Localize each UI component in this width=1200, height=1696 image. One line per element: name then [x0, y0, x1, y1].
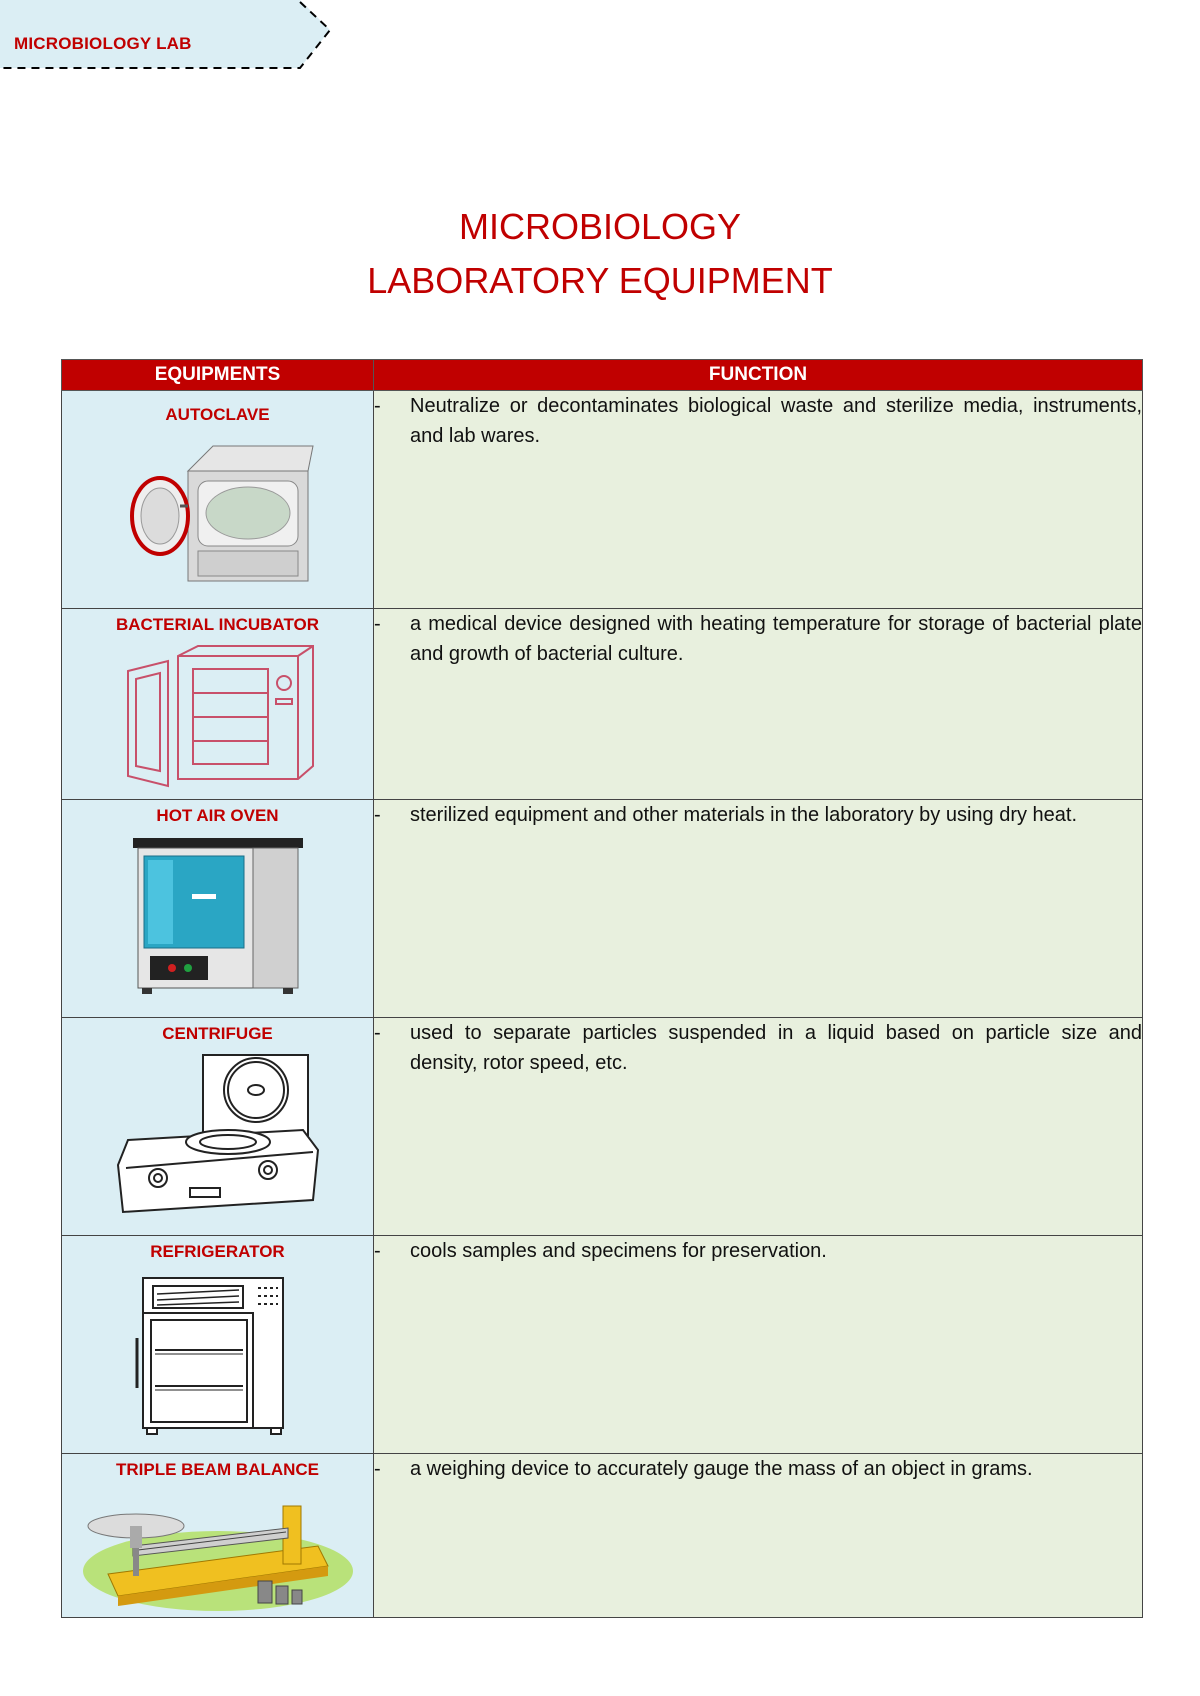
equipment-cell — [62, 800, 374, 1018]
refrigerator-icon — [133, 1268, 303, 1438]
function-text: cools samples and specimens for preservation. — [410, 1240, 827, 1262]
bullet-dash: - — [374, 804, 381, 826]
equipment-cell — [62, 391, 374, 609]
function-text: Neutralize or decontaminates biological waste and sterilize media, instruments, and lab wares. — [410, 395, 1142, 447]
header-tag — [0, 0, 340, 74]
autoclave-icon — [118, 431, 318, 591]
page-title — [0, 200, 1200, 308]
function-cell — [374, 609, 1143, 800]
balance-icon — [78, 1486, 358, 1616]
table-row — [62, 1454, 1143, 1618]
equipment-name: HOT AIR OVEN — [156, 806, 279, 825]
centrifuge-icon — [108, 1050, 328, 1220]
function-text: a weighing device to accurately gauge the mass of an object in grams. — [410, 1458, 1033, 1480]
function-text: a medical device designed with heating temperature for storage of bacterial plate and growth of bacterial culture. — [410, 613, 1142, 665]
equipment-name: BACTERIAL INCUBATOR — [115, 615, 320, 634]
table-row — [62, 800, 1143, 1018]
function-cell — [374, 800, 1143, 1018]
incubator-icon — [108, 641, 328, 791]
column-header-function: FUNCTION — [374, 360, 1143, 391]
equipment-table — [61, 359, 1143, 1618]
equipment-cell — [62, 1454, 374, 1618]
function-cell — [374, 1018, 1143, 1236]
equipment-cell — [62, 609, 374, 800]
oven-icon — [128, 832, 308, 997]
equipment-name: REFRIGERATOR — [150, 1242, 285, 1261]
bullet-dash: - — [374, 613, 381, 635]
equipment-name: CENTRIFUGE — [162, 1024, 273, 1043]
table-row — [62, 609, 1143, 800]
equipment-cell — [62, 1236, 374, 1454]
header-tag-label: MICROBIOLOGY LAB — [14, 34, 192, 53]
column-header-equipments: EQUIPMENTS — [62, 360, 374, 391]
title-line-2: LABORATORY EQUIPMENT — [367, 260, 833, 301]
function-text: sterilized equipment and other materials in the laboratory by using dry heat. — [410, 804, 1078, 826]
table-header-row — [62, 360, 1143, 391]
bullet-dash: - — [374, 1022, 381, 1044]
equipment-cell — [62, 1018, 374, 1236]
table-row — [62, 391, 1143, 609]
function-cell — [374, 391, 1143, 609]
title-line-1: MICROBIOLOGY — [458, 206, 742, 247]
bullet-dash: - — [374, 1458, 381, 1480]
bullet-dash: - — [374, 395, 381, 417]
function-cell — [374, 1236, 1143, 1454]
function-cell — [374, 1454, 1143, 1618]
equipment-name: TRIPLE BEAM BALANCE — [115, 1460, 320, 1479]
function-text: used to separate particles suspended in a liquid based on particle size and density, rotor speed, etc. — [410, 1022, 1142, 1074]
table-row — [62, 1018, 1143, 1236]
table-row — [62, 1236, 1143, 1454]
equipment-name: AUTOCLAVE — [165, 405, 270, 424]
bullet-dash: - — [374, 1240, 381, 1262]
